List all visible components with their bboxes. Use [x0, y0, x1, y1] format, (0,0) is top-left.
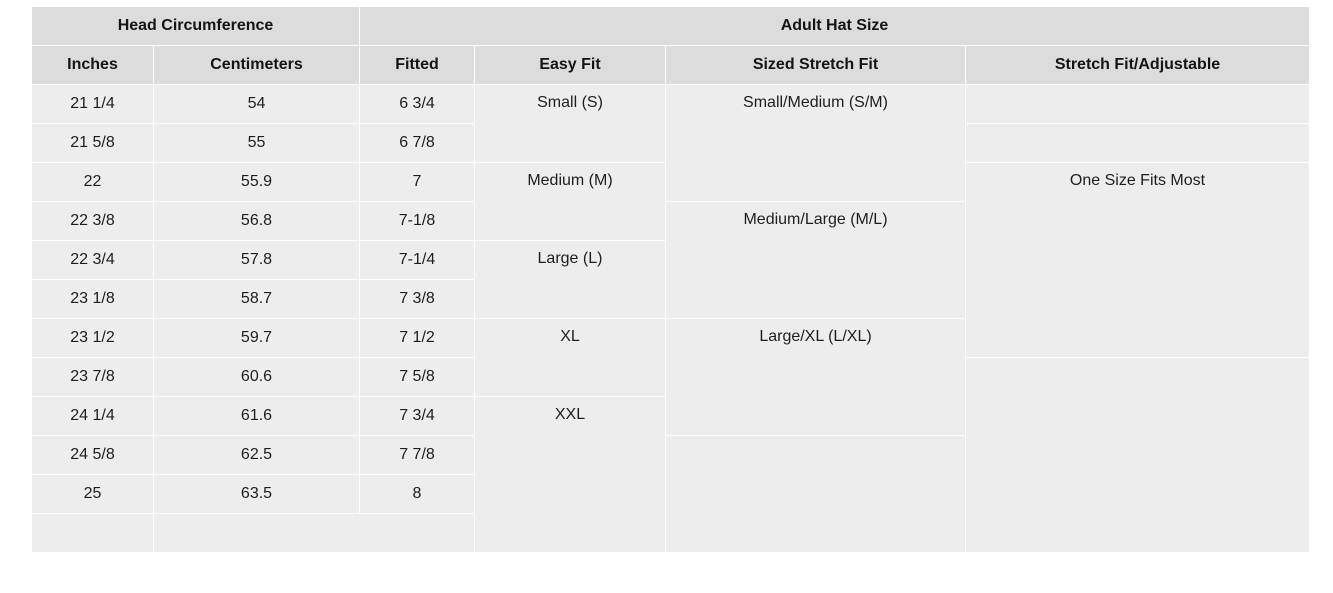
column-header-fitted: Fitted	[360, 46, 475, 85]
fitted-cell: 7 3/4	[360, 397, 475, 436]
size-table	[31, 6, 1310, 553]
fitted-cell: 7-1/8	[360, 202, 475, 241]
centimeters-cell: 55	[154, 124, 360, 163]
fitted-cell: 7 5/8	[360, 358, 475, 397]
easy-fit-cell-large: Large (L)	[475, 241, 666, 319]
centimeters-cell: 55.9	[154, 163, 360, 202]
centimeters-cell: 54	[154, 85, 360, 124]
centimeters-cell: 63.5	[154, 475, 360, 514]
fitted-cell: 7 1/2	[360, 319, 475, 358]
fitted-cell: 7	[360, 163, 475, 202]
inches-cell: 22 3/4	[32, 241, 154, 280]
fitted-cell: 7 7/8	[360, 436, 475, 475]
inches-cell: 23 1/2	[32, 319, 154, 358]
column-header-centimeters: Centimeters	[154, 46, 360, 85]
fitted-cell: 6 3/4	[360, 85, 475, 124]
sized-stretch-cell-large-xl: Large/XL (L/XL)	[666, 319, 966, 436]
table-row	[32, 85, 1310, 124]
inches-cell: 23 1/8	[32, 280, 154, 319]
easy-fit-cell-xxl: XXL	[475, 397, 666, 553]
inches-cell: 23 7/8	[32, 358, 154, 397]
easy-fit-cell-small: Small (S)	[475, 85, 666, 163]
inches-cell: 25	[32, 475, 154, 514]
sized-stretch-empty-cell	[666, 436, 966, 553]
fitted-cell: 8	[360, 475, 475, 514]
fitted-cell: 7 3/8	[360, 280, 475, 319]
easy-fit-cell-xl: XL	[475, 319, 666, 397]
centimeters-cell: 57.8	[154, 241, 360, 280]
inches-empty-cell	[32, 514, 154, 553]
column-header-row	[32, 46, 1310, 85]
inches-cell: 24 5/8	[32, 436, 154, 475]
column-header-inches: Inches	[32, 46, 154, 85]
inches-cell: 21 5/8	[32, 124, 154, 163]
stretch-adjustable-empty-cell	[966, 85, 1310, 124]
group-header-row	[32, 7, 1310, 46]
centimeters-cell: 60.6	[154, 358, 360, 397]
centimeters-cell: 59.7	[154, 319, 360, 358]
fitted-cell: 6 7/8	[360, 124, 475, 163]
centimeters-fitted-empty-cell	[154, 514, 475, 553]
column-header-sized-stretch-fit: Sized Stretch Fit	[666, 46, 966, 85]
inches-cell: 22	[32, 163, 154, 202]
inches-cell: 22 3/8	[32, 202, 154, 241]
centimeters-cell: 62.5	[154, 436, 360, 475]
sized-stretch-cell-small-medium: Small/Medium (S/M)	[666, 85, 966, 202]
inches-cell: 21 1/4	[32, 85, 154, 124]
centimeters-cell: 58.7	[154, 280, 360, 319]
fitted-cell: 7-1/4	[360, 241, 475, 280]
stretch-adjustable-cell-one-size: One Size Fits Most	[966, 163, 1310, 358]
centimeters-cell: 56.8	[154, 202, 360, 241]
head-circumference-header: Head Circumference	[32, 7, 360, 46]
stretch-adjustable-empty-cell	[966, 124, 1310, 163]
easy-fit-cell-medium: Medium (M)	[475, 163, 666, 241]
sized-stretch-cell-medium-large: Medium/Large (M/L)	[666, 202, 966, 319]
inches-cell: 24 1/4	[32, 397, 154, 436]
adult-hat-size-header: Adult Hat Size	[360, 7, 1310, 46]
column-header-easy-fit: Easy Fit	[475, 46, 666, 85]
centimeters-cell: 61.6	[154, 397, 360, 436]
column-header-stretch-fit-adjustable: Stretch Fit/Adjustable	[966, 46, 1310, 85]
hat-size-chart	[31, 6, 1309, 553]
stretch-adjustable-empty-cell	[966, 358, 1310, 553]
